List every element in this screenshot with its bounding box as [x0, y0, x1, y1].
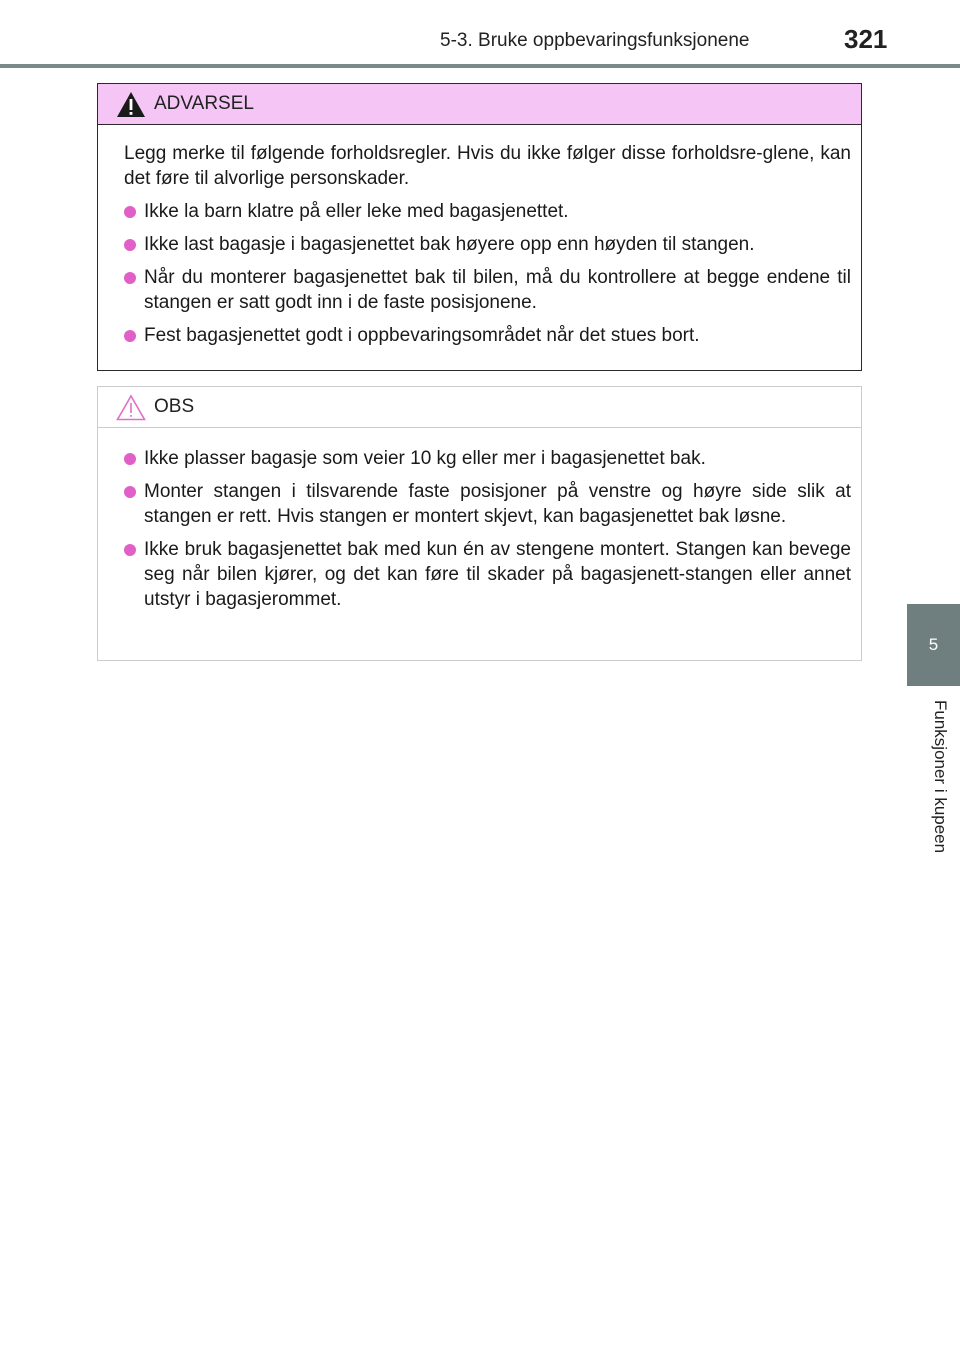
bullet-icon	[124, 272, 136, 284]
chapter-tab	[907, 604, 960, 686]
warning-triangle-filled-icon	[116, 91, 146, 118]
list-item	[124, 479, 851, 529]
notice-header	[98, 387, 861, 428]
bullet-icon	[124, 486, 136, 498]
list-item-text: Monter stangen i tilsvarende faste posisjoner på venstre og høyre side slik at stangen er rett. Hvis stangen er montert skjevt, kan bagasjenettet bak løsne.	[144, 481, 851, 527]
list-item	[124, 232, 851, 257]
warning-title: ADVARSEL	[154, 93, 254, 114]
bullet-icon	[124, 453, 136, 465]
list-item-text: Fest bagasjenettet godt i oppbevaringsområdet når det stues bort.	[144, 325, 700, 346]
chapter-title: Funksjoner i kupeen	[931, 700, 950, 854]
list-item	[124, 446, 851, 471]
list-item	[124, 323, 851, 348]
list-item-text: Ikke la barn klatre på eller leke med bagasjenettet.	[144, 201, 569, 222]
warning-triangle-outline-icon	[116, 394, 146, 421]
warning-header	[98, 84, 861, 125]
warning-box	[97, 83, 862, 371]
bullet-icon	[124, 544, 136, 556]
header-divider	[0, 64, 960, 68]
page-number: 321	[844, 24, 888, 54]
bullet-icon	[124, 330, 136, 342]
notice-box	[97, 386, 862, 661]
list-item	[124, 265, 851, 315]
list-item-text: Ikke last bagasje i bagasjenettet bak høyere opp enn høyden til stangen.	[144, 234, 755, 255]
warning-intro: Legg merke til følgende forholdsregler. Hvis du ikke følger disse forholdsre-glene, kan det føre til alvorlige personskader.	[124, 143, 851, 189]
bullet-icon	[124, 206, 136, 218]
list-item-text: Ikke plasser bagasje som veier 10 kg eller mer i bagasjenettet bak.	[144, 448, 706, 469]
bullet-icon	[124, 239, 136, 251]
list-item	[124, 199, 851, 224]
list-item-text: Når du monterer bagasjenettet bak til bilen, må du kontrollere at begge endene til stangen er satt godt inn i de faste posisjonene.	[144, 267, 851, 313]
chapter-number: 5	[928, 635, 939, 654]
warning-body	[98, 125, 861, 348]
notice-body	[98, 428, 861, 612]
section-title: 5-3. Bruke oppbevaringsfunksjonene	[440, 30, 750, 51]
notice-title: OBS	[154, 396, 195, 417]
list-item	[124, 537, 851, 612]
list-item-text: Ikke bruk bagasjenettet bak med kun én av stengene montert. Stangen kan bevege seg når bilen kjører, og det kan føre til skader på bagasjenett-stangen eller annet utstyr i bagasjerommet.	[144, 539, 851, 610]
